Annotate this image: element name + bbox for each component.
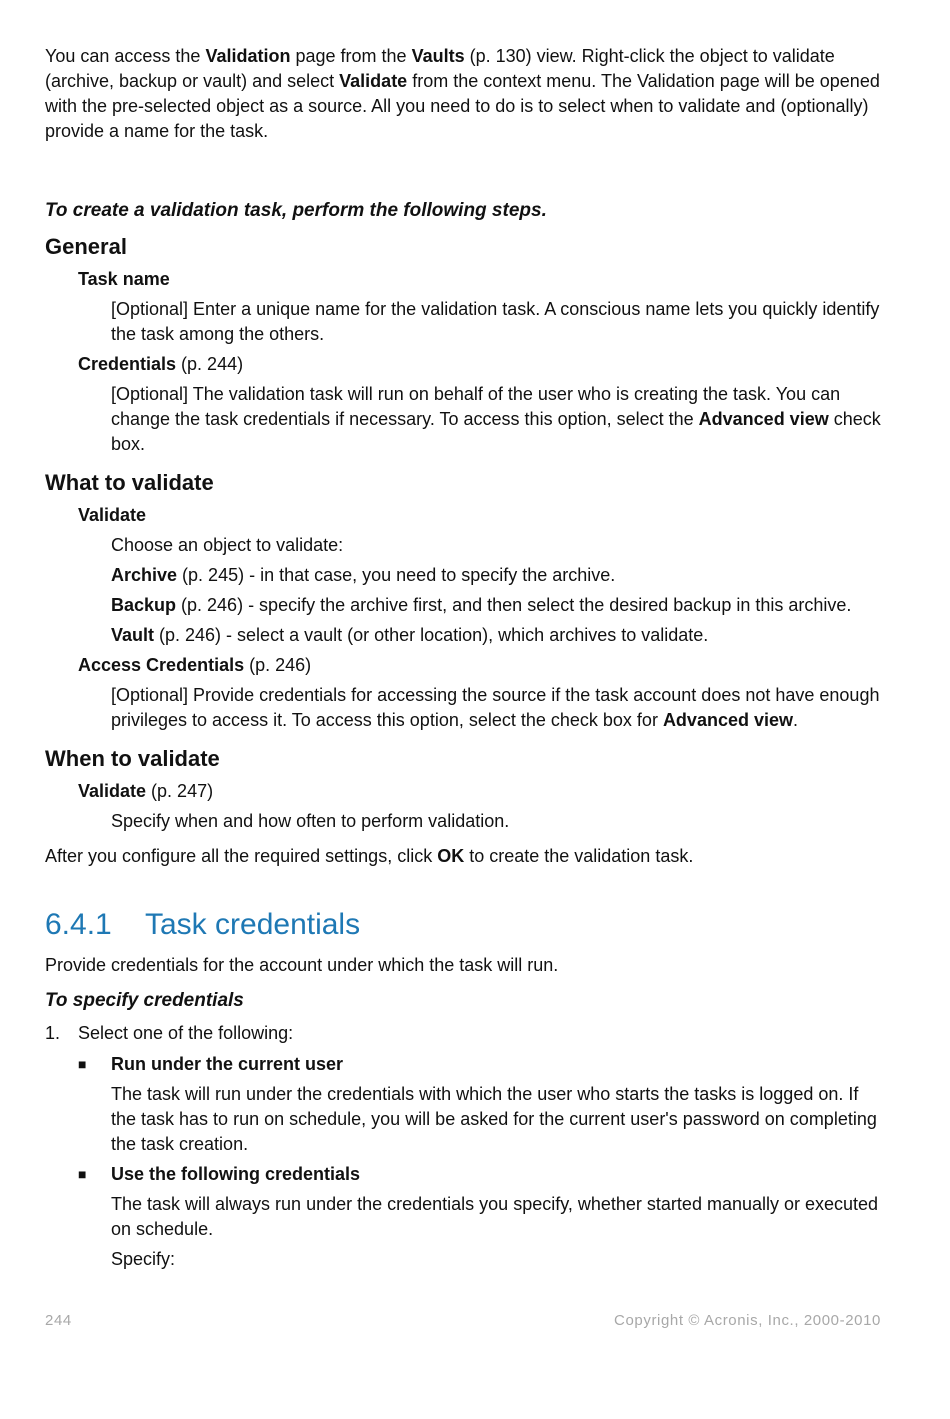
heading-when-to-validate: When to validate <box>45 746 220 771</box>
backup-text: (p. 246) - specify the archive first, and then select the desired backup in this archive. <box>176 595 852 615</box>
access-credentials-label-text: Access Credentials <box>78 655 245 675</box>
option-run-current-user <box>78 1052 885 1077</box>
document-page <box>45 44 885 1277</box>
section-heading <box>45 907 885 943</box>
square-bullet-icon: ■ <box>78 1056 87 1072</box>
credentials-label-text: Credentials <box>78 354 177 374</box>
backup-label: Backup <box>111 595 177 615</box>
after-text: After you configure all the required settings, click <box>45 846 438 866</box>
when-validate-page-ref: (p. 247) <box>146 781 214 801</box>
page-footer <box>45 1312 881 1329</box>
copyright: Copyright © Acronis, Inc., 2000-2010 <box>614 1312 881 1329</box>
when-validate-label-text: Validate <box>78 781 147 801</box>
intro-paragraph <box>45 44 885 144</box>
credentials-page-ref: (p. 244) <box>176 354 244 374</box>
ok-bold: OK <box>437 846 465 866</box>
step-number: 1. <box>45 1023 61 1043</box>
validate-label: Validate <box>78 505 147 525</box>
after-configure-paragraph <box>45 844 885 869</box>
vault-label: Vault <box>111 625 155 645</box>
access-text: [Optional] Provide credentials for accessing the source if the task account does not have enough privileges to access it. To access this option, select the check box for <box>111 685 880 730</box>
access-credentials-page-ref: (p. 246) <box>244 655 312 675</box>
access-credentials-description <box>111 683 885 733</box>
specify-credentials-title: To specify credentials <box>45 990 244 1011</box>
heading-general: General <box>45 234 127 259</box>
page-number: 244 <box>45 1312 72 1329</box>
access-bold: Advanced view <box>662 710 793 730</box>
step-item <box>45 1021 885 1046</box>
credentials-label <box>78 352 885 377</box>
vault-option <box>111 623 885 648</box>
intro-bold-validate: Validate <box>339 71 408 91</box>
vault-text: (p. 246) - select a vault (or other location), which archives to validate. <box>154 625 709 645</box>
archive-text: (p. 245) - in that case, you need to specify the archive. <box>177 565 616 585</box>
option-use-following-credentials <box>78 1162 885 1187</box>
when-validate-description: Specify when and how often to perform validation. <box>111 811 510 831</box>
intro-text: (p. 130) view. Right-click the object to validate (archive, backup or vault) and select <box>45 46 835 91</box>
task-name-label: Task name <box>78 269 170 289</box>
option-run-current-user-description: The task will run under the credentials with which the user who starts the tasks is logged on. If the task has to run on schedule, you will be asked for the current user's password on completing the task creation. <box>111 1084 877 1154</box>
archive-label: Archive <box>111 565 178 585</box>
intro-bold-vaults: Vaults <box>411 46 465 66</box>
step-text: Select one of the following: <box>78 1023 294 1043</box>
option-use-following-credentials-description: The task will always run under the credentials you specify, whether started manually or executed on schedule. <box>111 1194 879 1239</box>
square-bullet-icon: ■ <box>78 1166 87 1182</box>
credentials-bold: Advanced view <box>698 409 829 429</box>
backup-option <box>111 593 885 618</box>
intro-text: from the context menu. The Validation page will be opened with the pre-selected object as a source. All you need to do is to select when to validate and (optionally) provide a name for the task. <box>45 71 880 141</box>
credentials-text: check box. <box>111 409 881 454</box>
access-text: . <box>793 710 799 730</box>
choose-object-text: Choose an object to validate: <box>111 535 344 555</box>
credentials-text: [Optional] The validation task will run on behalf of the user who is creating the task. You can change the task credentials if necessary. To access this option, select the <box>111 384 841 429</box>
access-credentials-label <box>78 653 885 678</box>
intro-text: page from the <box>290 46 412 66</box>
option-label: Use the following credentials <box>111 1164 361 1184</box>
section-title: Task credentials <box>145 908 361 941</box>
task-name-description: [Optional] Enter a unique name for the validation task. A conscious name lets you quickly identify the task among the others. <box>111 299 880 344</box>
intro-bold-validation: Validation <box>205 46 291 66</box>
section-number: 6.4.1 <box>45 908 112 941</box>
option-label: Run under the current user <box>111 1054 344 1074</box>
heading-what-to-validate: What to validate <box>45 470 214 495</box>
archive-option <box>111 563 885 588</box>
after-text: to create the validation task. <box>464 846 694 866</box>
steps-title: To create a validation task, perform the following steps. <box>45 200 547 221</box>
credentials-description <box>111 382 885 457</box>
section-intro: Provide credentials for the account under which the task will run. <box>45 955 559 975</box>
when-validate-label <box>78 779 885 804</box>
specify-text: Specify: <box>111 1249 176 1269</box>
intro-text: You can access the <box>45 46 206 66</box>
